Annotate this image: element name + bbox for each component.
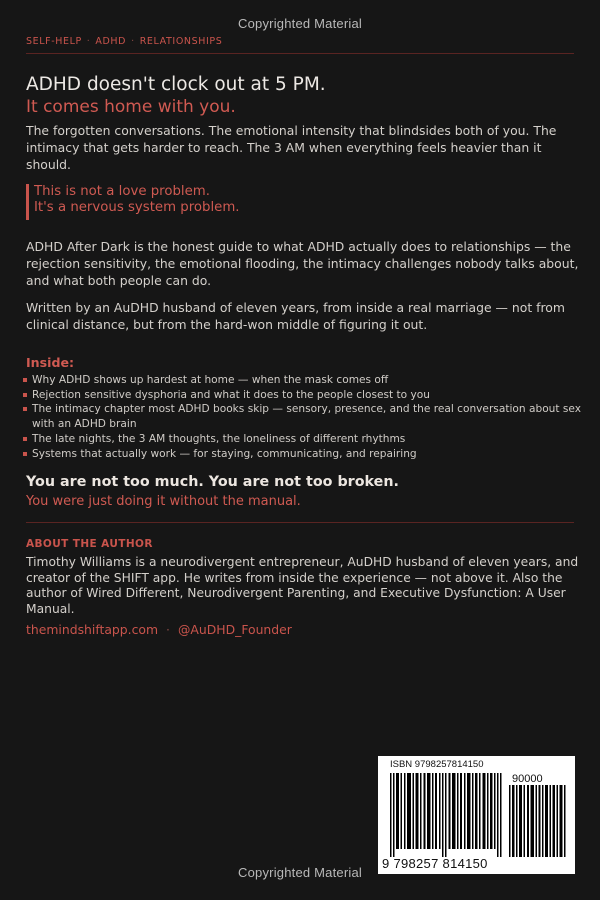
social-handle-link[interactable]: @AuDHD_Founder [178, 622, 292, 637]
list-item: Why ADHD shows up hardest at home — when the mask comes off [22, 373, 582, 388]
copyright-watermark-bottom: Copyrighted Material [238, 865, 362, 880]
category-relationships: RELATIONSHIPS [139, 36, 223, 47]
copyright-watermark-top: Copyrighted Material [238, 16, 362, 31]
isbn-digits: 9 798257 814150 [382, 856, 488, 871]
pull-quote-line-2: It's a nervous system problem. [34, 200, 240, 215]
list-item: The late nights, the 3 AM thoughts, the loneliness of different rhythms [22, 432, 582, 447]
category-self-help: SELF-HELP [26, 36, 82, 47]
intro-paragraph: The forgotten conversations. The emotional intensity that blindsides both of you. The intimacy that gets harder to reach. The 3 AM when everything feels heavier than it should. [26, 123, 557, 172]
barcode-main-bars [390, 773, 504, 857]
list-item: Systems that actually work — for staying, communicating, and repairing [22, 447, 582, 462]
headline: ADHD doesn't clock out at 5 PM. [26, 74, 326, 95]
isbn-barcode [378, 756, 575, 874]
link-separator: · [166, 622, 170, 637]
pull-quote [26, 184, 526, 220]
inside-list [22, 373, 582, 461]
category-line [26, 36, 222, 47]
about-author-label: ABOUT THE AUTHOR [26, 538, 153, 550]
list-item: The intimacy chapter most ADHD books skip — sensory, presence, and the real conversation about sex with an ADHD brain [22, 402, 582, 431]
written-by-paragraph: Written by an AuDHD husband of eleven years, from inside a real marriage — not from clinical distance, but from the hard-won middle of figuring it out. [26, 300, 565, 332]
barcode-addon-bars [509, 785, 567, 857]
divider-about [26, 522, 574, 523]
isbn-label: ISBN 9798257814150 [390, 759, 484, 770]
category-adhd: ADHD [95, 36, 127, 47]
author-links [26, 622, 292, 637]
pull-quote-line-1: This is not a love problem. [34, 184, 210, 199]
punch-line-2: You were just doing it without the manual. [26, 494, 301, 509]
category-separator: · [131, 36, 135, 47]
description-paragraph: ADHD After Dark is the honest guide to what ADHD actually does to relationships — the rejection sensitivity, the emotional flooding, the intimacy challenges nobody talks about, and what both people can do. [26, 239, 579, 288]
category-separator: · [86, 36, 91, 47]
subhead: It comes home with you. [26, 97, 236, 117]
website-link[interactable]: themindshiftapp.com [26, 622, 159, 637]
price-code: 90000 [512, 773, 543, 785]
punch-line-1: You are not too much. You are not too broken. [26, 474, 399, 490]
inside-label: Inside: [26, 355, 75, 370]
divider-top [26, 53, 574, 54]
about-author-text: Timothy Williams is a neurodivergent entrepreneur, AuDHD husband of eleven years, and creator of the SHIFT app. He writes from inside the experience — not above it. Also the author of Wired Different, Neurodivergent Parenting, and Executive Dysfunction: A User Manual. [26, 555, 579, 616]
list-item: Rejection sensitive dysphoria and what it does to the people closest to you [22, 388, 582, 403]
